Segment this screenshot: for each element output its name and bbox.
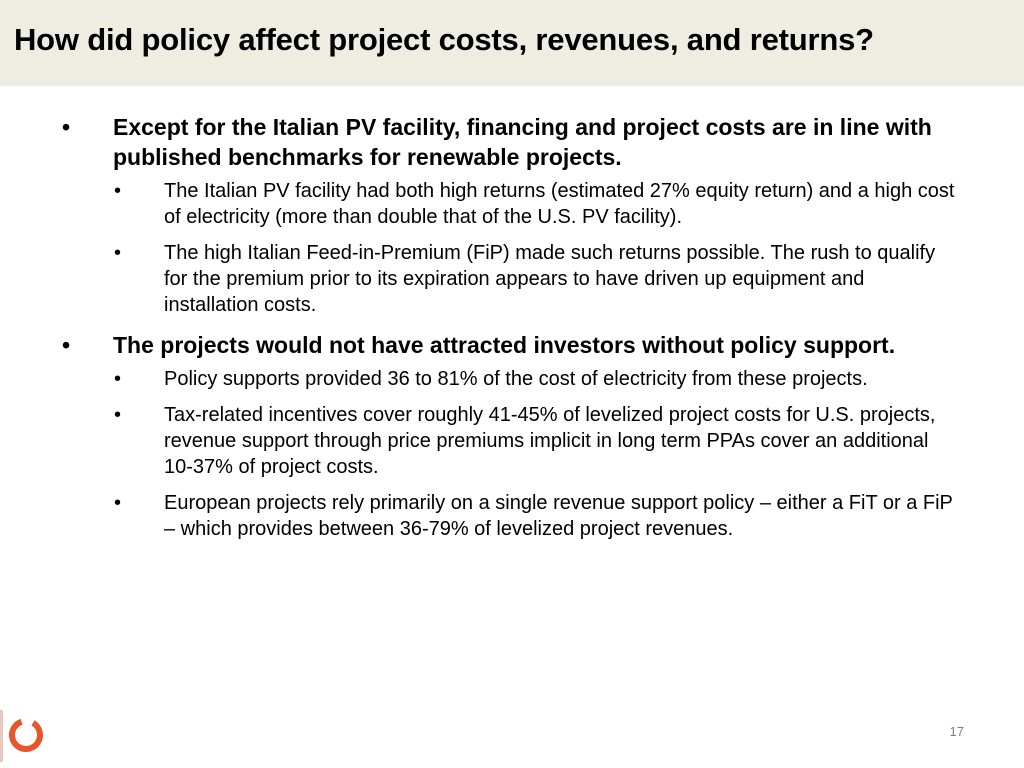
sub-bullet-text: European projects rely primarily on a single revenue support policy – either a FiT or a FiP – which provides between 36-79% of levelized project revenues. bbox=[164, 492, 953, 540]
page-number: 17 bbox=[949, 724, 964, 739]
bullet-group-1 bbox=[0, 112, 1024, 318]
sub-bullet bbox=[0, 490, 1024, 542]
sub-bullet bbox=[0, 240, 1024, 318]
bullet-main bbox=[0, 112, 1024, 172]
slide-title: How did policy affect project costs, revenues, and returns? bbox=[14, 22, 874, 57]
bullet-dot-icon: • bbox=[114, 404, 122, 426]
sub-bullet bbox=[0, 402, 1024, 480]
sub-bullet-text: Policy supports provided 36 to 81% of the cost of electricity from these projects. bbox=[164, 368, 868, 390]
bullet-text: Except for the Italian PV facility, financing and project costs are in line with published benchmarks for renewable projects. bbox=[113, 114, 932, 170]
bullet-text: The projects would not have attracted investors without policy support. bbox=[113, 332, 896, 358]
bullet-dot-icon: • bbox=[114, 242, 122, 264]
ring-logo-icon bbox=[0, 708, 48, 764]
sub-bullet-text: Tax-related incentives cover roughly 41-45% of levelized project costs for U.S. projects, revenue support through price premiums implicit in long term PPAs cover an additional 10-37% of project costs. bbox=[164, 404, 936, 478]
bullet-dot-icon: • bbox=[114, 180, 122, 202]
bullet-dot-icon: • bbox=[62, 332, 71, 358]
sub-bullet bbox=[0, 366, 1024, 392]
sub-bullet bbox=[0, 178, 1024, 230]
title-bar bbox=[0, 0, 1024, 86]
bullet-dot-icon: • bbox=[114, 492, 122, 514]
bullet-main bbox=[0, 330, 1024, 360]
sub-bullet-text: The Italian PV facility had both high returns (estimated 27% equity return) and a high cost of electricity (more than double that of the U.S. PV facility). bbox=[164, 180, 955, 228]
sub-bullet-text: The high Italian Feed-in-Premium (FiP) made such returns possible. The rush to qualify for the premium prior to its expiration appears to have driven up equipment and installation costs. bbox=[164, 242, 936, 316]
slide-content bbox=[0, 112, 1024, 554]
bullet-dot-icon: • bbox=[114, 368, 122, 390]
bullet-dot-icon: • bbox=[62, 114, 71, 140]
bullet-group-2 bbox=[0, 330, 1024, 542]
